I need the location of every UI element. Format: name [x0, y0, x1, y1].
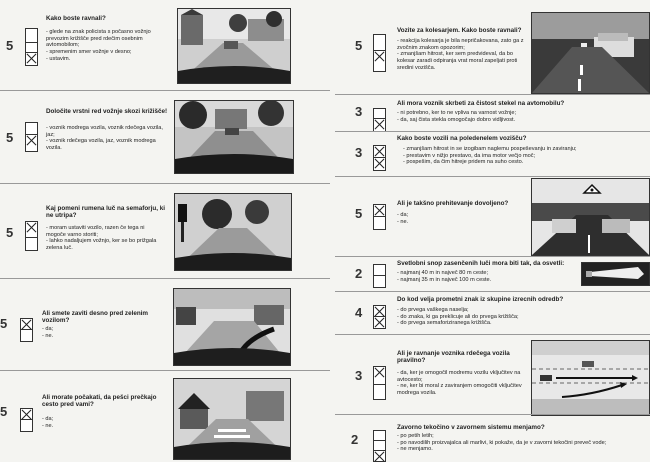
answer-checkbox-marked[interactable] — [26, 222, 37, 238]
answer-checkbox-marked[interactable] — [374, 367, 385, 385]
answer-options — [397, 433, 649, 453]
answer-boxes[interactable] — [373, 145, 386, 171]
traffic-light-illustration — [175, 194, 291, 270]
option-text: - do prvega vaškega naselja; — [397, 307, 469, 313]
separator — [0, 183, 330, 184]
highway-merge-diagram — [531, 340, 650, 416]
points-label: 5 — [6, 38, 14, 53]
answer-checkbox[interactable] — [26, 29, 37, 43]
option-text: - ne. — [42, 332, 54, 339]
right-turn-illustration — [174, 289, 290, 365]
separator — [335, 256, 650, 257]
separator — [335, 94, 650, 95]
option-text: - ustavim. — [46, 55, 71, 62]
option-text: - zmanjšam hitrost, ker sem predvideval, da bo kolesar zaradi odpiranja vrat moral zapeljati proti sredini vozišča. — [397, 51, 518, 71]
question-block — [0, 280, 330, 368]
answer-boxes[interactable] — [373, 108, 386, 132]
option-text: - da, ker je omogočil modremu vozilu vključitev na avtocesto; — [397, 370, 521, 383]
separator — [335, 291, 650, 292]
answer-options — [397, 38, 527, 72]
answer-boxes[interactable] — [373, 366, 386, 400]
scene-photo — [174, 193, 292, 271]
option-text: - da; — [42, 416, 54, 422]
option-text: - glede na znak policista s počasno vožnjo prevozim križišče pred rdečim osebnim avtomobilom; — [46, 29, 151, 49]
points-label: 4 — [355, 305, 363, 320]
option-text: - da; — [397, 212, 409, 218]
question-text: Ali mora voznik skrbeti za čistost stekel na avtomobilu? — [397, 100, 565, 107]
answer-boxes[interactable] — [25, 28, 38, 66]
points-label: 3 — [355, 145, 363, 160]
answer-checkbox[interactable] — [374, 441, 385, 451]
answer-options — [46, 125, 166, 152]
answer-checkbox-marked[interactable] — [374, 317, 385, 328]
question-block — [0, 0, 330, 88]
answer-checkbox[interactable] — [21, 330, 32, 341]
option-text: - prestavim v nižjo prestavo, da ima motor večjo moč; — [403, 152, 536, 159]
separator — [0, 90, 330, 91]
answer-checkbox[interactable] — [374, 109, 385, 119]
answer-checkbox-marked[interactable] — [26, 53, 37, 65]
question-text: Ali je takšno prehitevanje dovoljeno? — [397, 200, 509, 207]
option-text: - najmanj 40 m in največ 80 m ceste; — [397, 270, 489, 276]
separator — [335, 131, 650, 132]
separator — [335, 334, 650, 335]
right-column — [335, 0, 650, 459]
separator — [335, 414, 650, 415]
separator — [335, 176, 650, 177]
answer-options — [42, 416, 142, 429]
question-text: Kako boste ravnali? — [46, 15, 106, 22]
answer-checkbox[interactable] — [374, 35, 385, 51]
separator — [0, 370, 330, 371]
answer-checkbox[interactable] — [21, 420, 32, 431]
points-label: 5 — [355, 38, 363, 53]
question-block — [0, 372, 330, 459]
question-block — [335, 416, 650, 459]
answer-checkbox-marked[interactable] — [374, 51, 385, 71]
answer-checkbox-marked[interactable] — [26, 135, 37, 151]
option-text: - do znaka, ki ga preklicuje ali do prvega križišča; — [397, 313, 519, 320]
option-text: - voznik rdečega vozila, jaz, voznik modrega vozila. — [46, 138, 156, 152]
points-label: 2 — [351, 432, 359, 447]
answer-checkbox-marked[interactable] — [21, 409, 32, 420]
answer-options — [397, 212, 477, 225]
scene-photo — [531, 178, 650, 256]
option-text: - po navodilih proizvajalca ali marlivi, ki pokaže, da je v zavorni tekočini preveč vode; — [397, 439, 607, 446]
answer-checkbox-marked[interactable] — [374, 119, 385, 131]
option-text: - ne. — [397, 218, 409, 225]
question-block — [335, 96, 650, 132]
answer-boxes[interactable] — [25, 221, 38, 251]
question-text: Določite vrstni red vožnje skozi križišče! — [46, 108, 168, 115]
headlight-beam-icon — [582, 263, 649, 285]
answer-boxes[interactable] — [25, 122, 38, 152]
answer-checkbox[interactable] — [374, 431, 385, 441]
answer-checkbox[interactable] — [374, 385, 385, 399]
option-text: - da, saj čista stekla omogočajo dobro vidljivost. — [397, 116, 516, 123]
points-label: 5 — [355, 206, 363, 221]
answer-options — [42, 326, 142, 339]
scene-photo — [531, 12, 650, 94]
option-text: - lahko nadaljujem vožnjo, ker se bo prižgala zelena luč. — [46, 238, 157, 252]
option-text: - ni potrebno, ker to ne vpliva na varnost vožnje; — [397, 110, 517, 116]
answer-checkbox[interactable] — [374, 276, 385, 287]
points-label: 3 — [355, 368, 363, 383]
points-label: 3 — [355, 104, 363, 119]
answer-options — [403, 146, 623, 166]
question-text: Kako boste vozili na poledenelem vozišču? — [397, 135, 527, 142]
option-text: - ne. — [42, 422, 54, 429]
answer-checkbox-marked[interactable] — [374, 146, 385, 158]
question-block — [335, 293, 650, 333]
question-block — [0, 92, 330, 180]
answer-boxes[interactable] — [373, 204, 386, 230]
question-text: Do kod velja prometni znak iz skupine izrecnih odredb? — [397, 296, 564, 303]
answer-options — [397, 270, 577, 283]
question-text: Ali morate počakati, da pešci prečkajo cesto pred vami? — [42, 394, 157, 409]
option-text: - zmanjšam hitrost in se izogibam naglemu pospeševanju in zaviranju; — [403, 146, 577, 152]
question-text: Ali je ravnanje voznika rdečega vozila pravilno? — [397, 350, 510, 365]
answer-checkbox-marked[interactable] — [374, 451, 385, 461]
answer-checkbox-marked[interactable] — [21, 319, 32, 330]
separator — [0, 278, 330, 279]
points-label: 5 — [0, 316, 8, 331]
option-text: - po petih letih; — [397, 433, 434, 439]
answer-checkbox-marked[interactable] — [374, 306, 385, 317]
question-block — [335, 178, 650, 254]
answer-checkbox[interactable] — [26, 43, 37, 53]
question-text: Kaj pomeni rumena luč na semaforju, ki ne utripa? — [46, 205, 165, 220]
answer-options — [46, 225, 164, 252]
answer-checkbox[interactable] — [26, 238, 37, 250]
answer-boxes[interactable] — [20, 408, 33, 432]
points-label: 5 — [0, 404, 8, 419]
question-block — [335, 0, 650, 95]
question-text: Ali smete zaviti desno pred zelenim vozilom? — [42, 310, 149, 325]
headlight-beam-image — [581, 262, 650, 286]
question-text: Svetlobni snop zasenčenih luči mora biti tak, da osvetli: — [397, 260, 565, 267]
option-text: - reakcija kolesarja je bila nepričakovana, zato ga z zvočnim znakom opozorim; — [397, 38, 524, 51]
answer-checkbox[interactable] — [26, 123, 37, 135]
option-text: - ne menjamo. — [397, 446, 433, 453]
question-block — [335, 133, 650, 175]
points-label: 5 — [6, 225, 14, 240]
scene-photo — [173, 288, 291, 366]
option-text: - ne, ker bi moral z zaviranjem omogočiti vključitev modrega vozila. — [397, 383, 522, 397]
option-text: - moram ustaviti vozilo, razen če tega ni mogoče varno storiti; — [46, 225, 145, 238]
scene-photo — [173, 378, 291, 460]
option-text: - do prvega semaforiziranega križišča. — [397, 320, 492, 327]
pedestrian-crossing-illustration — [174, 379, 290, 459]
scene-photo — [177, 8, 291, 84]
answer-checkbox-marked[interactable] — [374, 205, 385, 217]
merge-diagram-illustration — [532, 341, 649, 415]
question-block — [0, 185, 330, 275]
answer-options — [397, 307, 597, 327]
scene-photo — [174, 100, 294, 174]
option-text: - da; — [42, 326, 54, 332]
answer-checkbox-marked[interactable] — [374, 158, 385, 170]
question-text: Vozite za kolesarjem. Kako boste ravnali? — [397, 27, 522, 34]
overtaking-illustration — [532, 179, 649, 255]
answer-boxes[interactable] — [373, 430, 386, 462]
points-label: 5 — [6, 130, 14, 145]
answer-checkbox[interactable] — [374, 265, 385, 276]
question-text: Zavorno tekočino v zavornem sistemu menjamo? — [397, 424, 545, 431]
question-block — [335, 336, 650, 414]
option-text: - pospešim, da čim hitreje pridem na suho cesto. — [403, 159, 524, 166]
answer-options — [397, 110, 627, 123]
crossroad-illustration — [175, 101, 293, 173]
street-scene-illustration — [178, 9, 290, 83]
option-text: - najmanj 35 m in največ 100 m ceste. — [397, 276, 492, 283]
option-text: - spremenim smer vožnje v desno; — [46, 49, 132, 56]
answer-options — [397, 370, 527, 397]
answer-checkbox[interactable] — [374, 217, 385, 229]
cyclist-illustration — [532, 13, 649, 93]
answer-boxes[interactable] — [373, 305, 386, 329]
answer-boxes[interactable] — [373, 34, 386, 72]
question-block — [335, 258, 650, 290]
answer-boxes[interactable] — [373, 264, 386, 288]
answer-options — [46, 29, 164, 63]
answer-boxes[interactable] — [20, 318, 33, 342]
option-text: - voznik modrega vozila, voznik rdečega vozila, jaz; — [46, 125, 163, 138]
points-label: 2 — [355, 266, 363, 281]
